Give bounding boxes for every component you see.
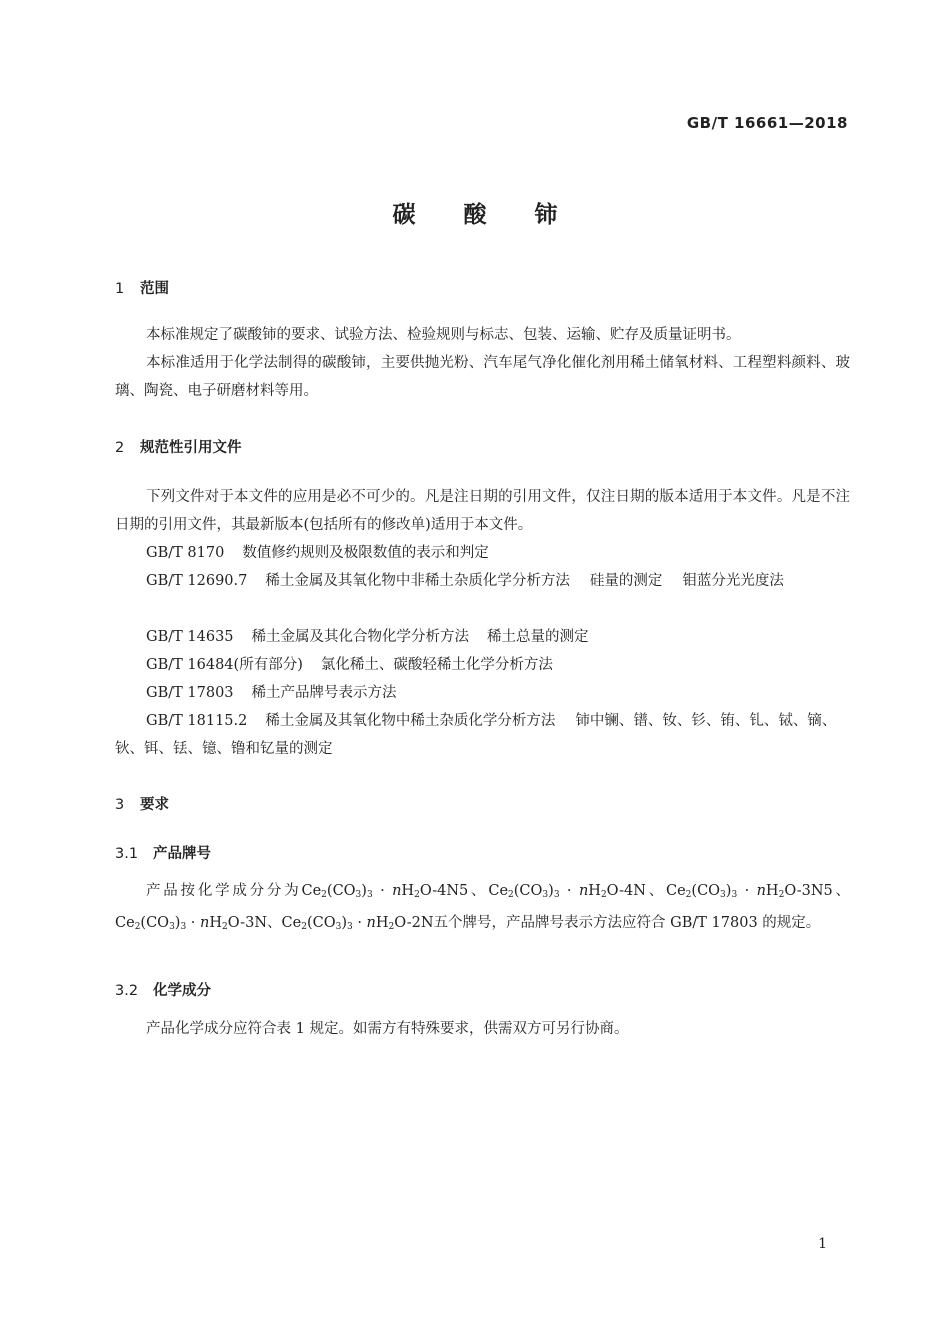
grade-code: 4N — [624, 883, 646, 899]
formula-subscript: 3 — [731, 890, 738, 900]
reference-item — [115, 567, 850, 595]
formula-subscript: 3 — [355, 890, 362, 900]
formula-h: H — [765, 883, 779, 899]
reference-subtitle: 稀土总量的测定 — [487, 629, 589, 645]
formula-dot: · — [372, 883, 393, 899]
reference-item — [115, 539, 850, 567]
section-number: 3.2 — [115, 983, 139, 999]
formula-ce: Ce — [301, 883, 322, 899]
formula-n: n — [392, 883, 402, 899]
grade-code: 2N — [411, 915, 434, 931]
formula-co: (CO — [326, 883, 356, 899]
section-number: 3 — [115, 797, 125, 813]
formula-n: n — [200, 915, 210, 931]
formula-close: ) — [725, 883, 732, 899]
formula-subscript: 3 — [180, 922, 187, 932]
page-number: 1 — [818, 1236, 827, 1252]
chemical-composition-paragraph: 产品化学成分应符合表 1 规定。如需方有特殊要求，供需双方可另行协商。 — [146, 1021, 629, 1037]
section-title: 产品牌号 — [153, 846, 211, 862]
formula-separator: 、 — [267, 915, 282, 931]
section-number: 1 — [115, 281, 125, 297]
formula-co: (CO — [691, 883, 721, 899]
formula-o: O- — [227, 915, 246, 931]
formula-ce: Ce — [488, 883, 509, 899]
grade-code: 3N5 — [801, 883, 833, 899]
section-title: 要求 — [140, 797, 169, 813]
reference-title: 氯化稀土、碳酸轻稀土化学分析方法 — [320, 657, 553, 673]
grade-lead: 产品按化学成分分为 — [146, 883, 302, 899]
formula-o: O- — [419, 883, 438, 899]
formula-dot: · — [559, 883, 579, 899]
formula-n: n — [366, 915, 376, 931]
formula-dot: · — [352, 915, 367, 931]
formula-subscript: 3 — [366, 890, 373, 900]
formula-co: (CO — [140, 915, 170, 931]
formula-n: n — [578, 883, 589, 899]
grade-code: 3N — [245, 915, 268, 931]
formula-subscript: 3 — [346, 922, 353, 932]
formula-subscript: 2 — [508, 890, 514, 900]
formula-close: ) — [341, 915, 347, 931]
formula-ce: Ce — [115, 915, 135, 931]
formula-separator: 、 — [468, 883, 489, 899]
section-3-heading — [115, 793, 169, 814]
reference-title: 数值修约规则及极限数值的表示和判定 — [242, 545, 489, 561]
grade-paragraph — [115, 877, 850, 941]
reference-item — [115, 679, 850, 707]
page-title: 碳酸铈 — [392, 202, 606, 228]
scope-paragraph-1: 本标准规定了碳酸铈的要求、试验方法、检验规则与标志、包装、运输、贮存及质量证明书。 — [146, 327, 741, 343]
formula-close: ) — [174, 915, 181, 931]
grade-formula — [115, 915, 282, 931]
formula-h: H — [209, 915, 223, 931]
formula-separator: 、 — [645, 883, 666, 899]
formula-subscript: 2 — [321, 890, 327, 900]
reference-item — [115, 623, 850, 651]
formula-subscript: 2 — [301, 922, 307, 932]
formula-h: H — [375, 915, 389, 931]
formula-subscript: 3 — [553, 890, 560, 900]
formula-close: ) — [548, 883, 554, 899]
grade-formula — [488, 883, 666, 899]
formula-dot: · — [737, 883, 757, 899]
formula-co: (CO — [513, 883, 543, 899]
reference-code: GB/T 8170 — [146, 545, 225, 561]
grade-formula — [301, 883, 488, 899]
reference-code: GB/T 16484(所有部分) — [146, 657, 303, 673]
reference-item — [115, 707, 850, 763]
formula-h: H — [401, 883, 415, 899]
reference-subtitle: 硅量的测定 — [589, 573, 663, 589]
reference-code: GB/T 18115.2 — [146, 713, 248, 729]
standard-number: GB/T 16661—2018 — [686, 114, 848, 132]
formula-o: O- — [784, 883, 802, 899]
formula-ce: Ce — [281, 915, 302, 931]
section-3-1-heading — [115, 842, 211, 863]
reference-title: 稀土金属及其氧化物中非稀土杂质化学分析方法 — [265, 573, 570, 589]
section-1-heading — [115, 277, 169, 298]
grade-tail: 五个牌号，产品牌号表示方法应符合 GB/T 17803 的规定。 — [433, 915, 821, 931]
formula-h: H — [588, 883, 601, 899]
formula-n: n — [756, 883, 766, 899]
reference-title: 稀土金属及其化合物化学分析方法 — [251, 629, 470, 645]
reference-code: GB/T 12690.7 — [146, 573, 248, 589]
formula-o: O- — [394, 915, 412, 931]
formula-o: O- — [606, 883, 624, 899]
section-number: 2 — [115, 440, 125, 456]
scope-paragraph-2: 本标准适用于化学法制得的碳酸铈，主要供抛光粉、汽车尾气净化催化剂用稀土储氧材料、工程塑料颜料、玻璃、陶瓷、电子研磨材料等用。 — [115, 355, 850, 399]
reference-code: GB/T 17803 — [146, 685, 234, 701]
formula-close: ) — [361, 883, 367, 899]
section-3-2-heading — [115, 979, 211, 1000]
reference-code: GB/T 14635 — [146, 629, 234, 645]
section-number: 3.1 — [115, 846, 139, 862]
grade-formula — [282, 915, 434, 931]
reference-item — [115, 651, 850, 679]
formula-subscript: 3 — [542, 890, 549, 900]
grade-code: 4N5 — [437, 883, 469, 899]
formula-ce: Ce — [665, 883, 686, 899]
formula-subscript: 3 — [720, 890, 726, 900]
formula-co: (CO — [306, 915, 336, 931]
formula-subscript: 2 — [600, 890, 607, 900]
formula-subscript: 2 — [134, 922, 141, 932]
reference-title: 稀土金属及其氧化物中稀土杂质化学分析方法 — [265, 713, 556, 729]
formula-subscript: 2 — [685, 890, 692, 900]
formula-subscript: 2 — [222, 922, 228, 932]
grade-formula — [666, 883, 850, 899]
formula-separator: 、 — [832, 883, 851, 899]
section-title: 化学成分 — [153, 983, 211, 999]
formula-dot: · — [186, 915, 201, 931]
reference-title: 稀土产品牌号表示方法 — [251, 685, 397, 701]
references-intro: 下列文件对于本文件的应用是必不可少的。凡是注日期的引用文件，仅注日期的版本适用于本文件。凡是不注日期的引用文件，其最新版本(包括所有的修改单)适用于本文件。 — [115, 489, 850, 533]
formula-subscript: 3 — [335, 922, 342, 932]
formula-subscript: 2 — [388, 922, 395, 932]
reference-subtitle: 铈中镧、镨、钕、钐、铕、钆、铽、镝、钬、铒、铥、镱、镥和钇量的测定 — [115, 713, 837, 757]
section-title: 范围 — [140, 281, 169, 297]
section-2-heading — [115, 436, 242, 457]
formula-subscript: 3 — [169, 922, 175, 932]
formula-subscript: 2 — [414, 890, 420, 900]
reference-method: 钼蓝分光光度法 — [682, 573, 784, 589]
formula-subscript: 2 — [778, 890, 785, 900]
section-title: 规范性引用文件 — [140, 440, 242, 456]
